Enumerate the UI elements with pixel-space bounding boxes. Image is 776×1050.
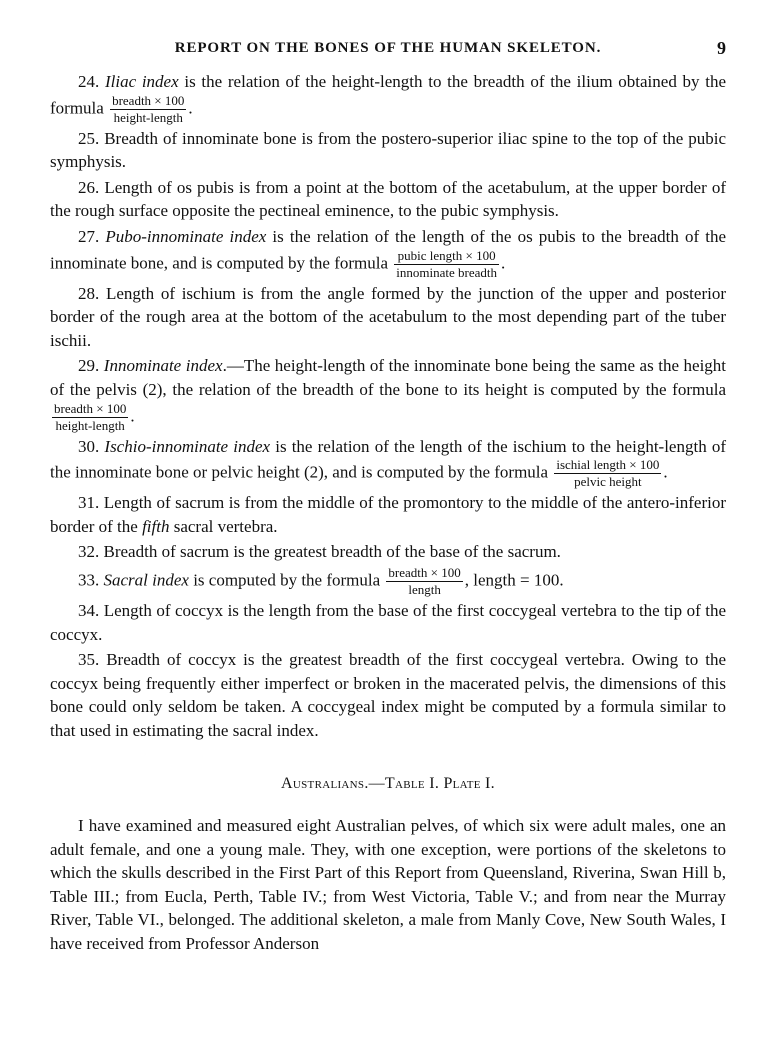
- item-25: [50, 127, 726, 174]
- item-end: .: [663, 462, 668, 482]
- item-34: [50, 599, 726, 646]
- item-33: [50, 566, 726, 597]
- item-text: is computed by the formula: [188, 570, 385, 590]
- item-24: [50, 70, 726, 125]
- fraction-denominator: length: [408, 581, 441, 597]
- item-text: is the relation of the height-length to the breadth of the ilium obtained by the formula: [50, 72, 727, 117]
- item-text: Length of coccyx is the length from the base of the first coccygeal vertebra to the tip of the coccyx.: [50, 600, 726, 644]
- item-27: [50, 225, 726, 280]
- item-end: .: [130, 405, 135, 425]
- item-number: 30.: [78, 436, 100, 456]
- item-31: [50, 491, 726, 538]
- item-35: [50, 648, 726, 742]
- formula-fraction: [554, 458, 661, 489]
- item-end: .: [188, 98, 193, 117]
- item-29: [50, 354, 726, 432]
- item-number: 31.: [78, 493, 100, 513]
- item-end: .: [501, 252, 506, 272]
- formula-fraction: [394, 249, 499, 280]
- item-text: is the relation of the length of the ischium to the height-length of the innominate bone or pelvic height (2), and is computed by the formula: [50, 436, 727, 482]
- item-text: Length of ischium is from the angle formed by the junction of the upper and posterior border of the rough area at the bottom of the acetabulum to the most depending part of the tuber ischii.: [50, 283, 726, 350]
- item-text: .—The height-length of the innominate bone being the same as the height of the pelvis (2), the relation of the breadth of the bone to its height is computed by the formula: [50, 356, 727, 399]
- fraction-numerator: breadth × 100: [112, 92, 185, 108]
- section-heading: Australians.—Table I. Plate I.: [281, 775, 495, 793]
- fraction-numerator: pubic length × 100: [394, 249, 499, 265]
- item-text: Breadth of sacrum is the greatest breadth of the base of the sacrum.: [99, 542, 561, 562]
- fraction-denominator: pelvic height: [574, 474, 642, 490]
- fraction-numerator: ischial length × 100: [556, 457, 660, 473]
- fraction-numerator: breadth × 100: [54, 400, 127, 416]
- definitions-list: [50, 70, 726, 956]
- item-32: [50, 540, 726, 564]
- fraction-denominator: innominate breadth: [396, 264, 498, 280]
- running-title: REPORT ON THE BONES OF THE HUMAN SKELETON.: [174, 40, 602, 56]
- fraction-denominator: height-length: [55, 417, 125, 433]
- item-26: [50, 176, 726, 223]
- item-text: Breadth of innominate bone is from the postero-superior iliac spine to the top of the pubic symphysis.: [50, 128, 726, 172]
- item-text: is the relation of the length of the os pubis to the breadth of the innominate bone, and is computed by the formula: [50, 226, 727, 272]
- fraction-numerator: breadth × 100: [388, 564, 461, 580]
- term: Pubo-innominate index: [105, 226, 267, 246]
- term: Ischio-innominate index: [104, 436, 271, 456]
- formula-fraction: [110, 94, 186, 125]
- item-text: Length of os pubis is from a point at the bottom of the acetabulum, at the upper border of the rough surface opposite the pectineal eminence, to the pubic symphysis.: [50, 177, 726, 221]
- emphasis: fifth: [142, 516, 170, 536]
- running-header: [50, 40, 726, 70]
- item-number: 33.: [78, 570, 100, 590]
- section-paragraph: I have examined and measured eight Australian pelves, of which six were adult males, one an adult female, and one a young male. They, with one exception, were portions of the skeletons to which the skulls described in the First Part of this Report from Queensland, Riverina, Swan Hill b, Table III.; from Eucla, Perth, Table IV.; from West Victoria, Table V.; and from near the Murray River, Table VI., belonged. The additional skeleton, a male from Manly Cove, New South Wales, I have received from Professor Anderson: [50, 816, 726, 954]
- item-number: 27.: [78, 226, 100, 246]
- item-end: , length = 100.: [464, 570, 564, 590]
- term: Innominate index: [103, 356, 223, 376]
- formula-fraction: [52, 402, 128, 433]
- item-30: [50, 435, 726, 490]
- item-number: 26.: [78, 177, 100, 197]
- item-text-end: sacral vertebra.: [169, 516, 278, 536]
- term: Iliac index: [104, 72, 179, 91]
- item-text: Length of sacrum is from the middle of the promontory to the middle of the antero-inferior border of the: [50, 493, 726, 536]
- item-number: 32.: [78, 542, 100, 562]
- item-28: [50, 282, 726, 353]
- fraction-denominator: height-length: [113, 109, 183, 125]
- page-number: 9: [717, 38, 726, 58]
- item-number: 24.: [78, 72, 100, 91]
- item-number: 34.: [78, 600, 100, 620]
- term: Sacral index: [103, 570, 189, 590]
- item-number: 29.: [78, 356, 100, 376]
- item-text: Breadth of coccyx is the greatest breadth of the first coccygeal vertebra. Owing to the coccyx being frequently either imperfect or broken in the macerated pelvis, the dimensions of this bone could only seldom be taken. A coccygeal index might be computed by a formula similar to that used in estimating the sacral index.: [50, 650, 726, 740]
- formula-fraction: [386, 566, 462, 597]
- item-number: 25.: [78, 128, 100, 148]
- item-number: 35.: [78, 650, 100, 670]
- item-number: 28.: [78, 283, 100, 303]
